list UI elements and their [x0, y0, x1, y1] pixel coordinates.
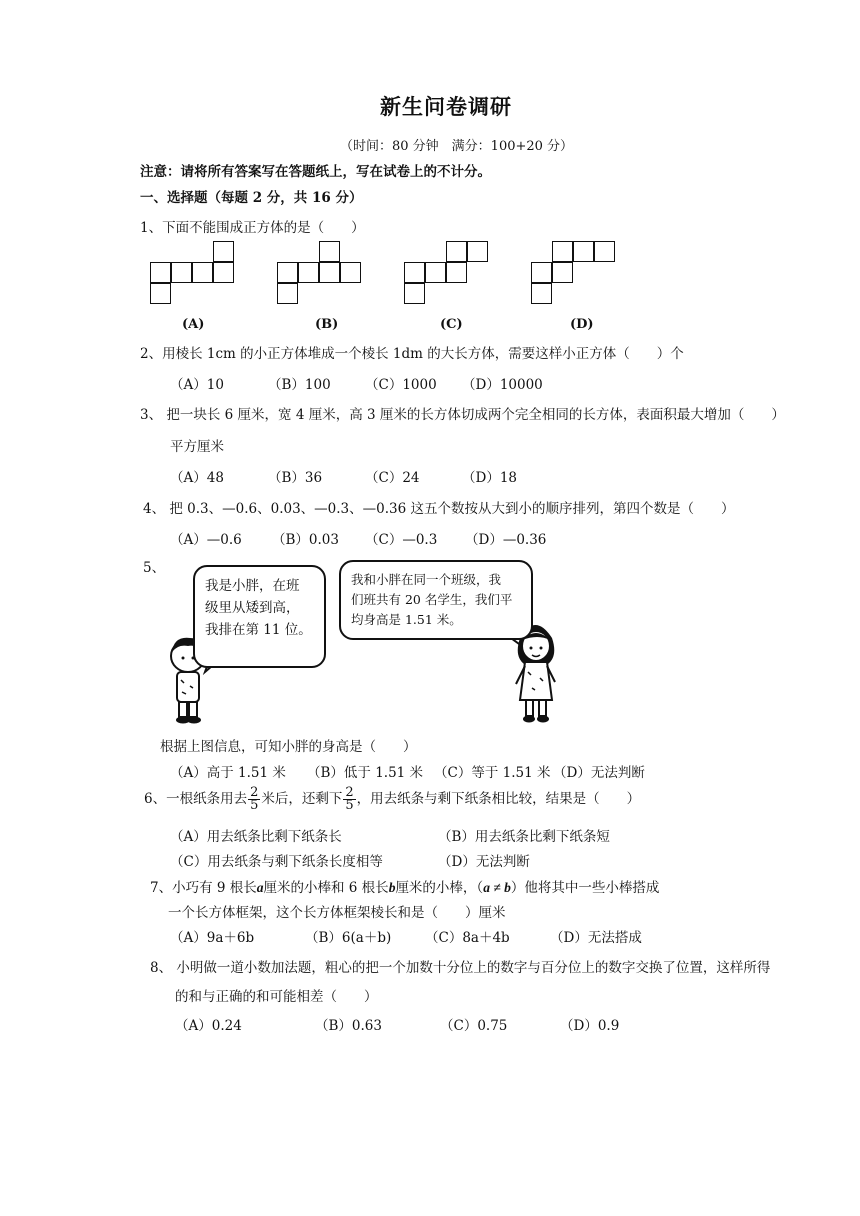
fraction-numerator: 2	[250, 785, 259, 800]
bubble-line: 均身高是 1.51 米。	[351, 612, 462, 627]
speech-bubble-boy	[193, 565, 326, 668]
question-7-stem-cont: 一个长方体框架，这个长方体框架棱长和是（ ）厘米	[168, 905, 506, 921]
question-8-stem: 8、 小明做一道小数加法题，粗心的把一个加数十分位上的数字与百分位上的数字交换了位置，这样所得	[150, 960, 771, 976]
question-8-stem-cont: 的和与正确的和可能相差（ ）	[175, 989, 378, 1005]
q7-text: 厘米的小棒和 6 根长	[263, 880, 389, 896]
q7-text: 7、小巧有 9 根长	[150, 880, 257, 896]
q4-option-c: （C）—0.3	[365, 532, 438, 548]
q6-option-d: （D）无法判断	[438, 854, 530, 870]
question-2-stem: 2、用棱长 1cm 的小正方体堆成一个棱长 1dm 的大长方体，需要这样小正方体（ ）个	[140, 346, 684, 362]
question-3-stem-cont: 平方厘米	[170, 439, 224, 455]
q8-option-c: （C）0.75	[440, 1018, 508, 1034]
q7-text: 厘米的小棒，（	[395, 880, 484, 896]
q2-option-a: （A）10	[170, 377, 224, 393]
fraction-denominator: 5	[250, 798, 259, 813]
option-label-b: (B)	[315, 317, 339, 332]
q8-option-d: （D）0.9	[560, 1018, 620, 1034]
bubble-line: 我和小胖在同一个班级，我	[351, 572, 502, 587]
q6-option-b: （B）用去纸条比剩下纸条短	[438, 829, 610, 845]
q3-option-b: （B）36	[268, 470, 323, 486]
q7-text: ）他将其中一些小棒搭成	[510, 880, 660, 896]
q7-option-a: （A）9a＋6b	[170, 930, 255, 946]
q8-option-a: （A）0.24	[175, 1018, 242, 1034]
q3-option-c: （C）24	[365, 470, 420, 486]
q7-option-c: （C）8a＋4b	[425, 930, 510, 946]
question-1-stem: 1、下面不能围成正方体的是（ ）	[140, 220, 365, 236]
fraction-denominator: 5	[345, 798, 354, 813]
bubble-line: 我是小胖，在班	[205, 578, 300, 594]
q6-text: ，用去纸条与剩下纸条相比较，结果是（ ）	[356, 791, 641, 807]
question-5-stem: 根据上图信息，可知小胖的身高是（ ）	[160, 739, 417, 755]
exam-info: （时间：80 分钟 满分：100+20 分）	[340, 139, 574, 154]
q5-option-d: （D）无法判断	[553, 765, 645, 781]
q3-option-d: （D）18	[462, 470, 518, 486]
q5-option-b: （B）低于 1.51 米	[307, 765, 424, 781]
q6-text: 米后，还剩下	[261, 791, 343, 807]
option-label-d: (D)	[570, 317, 594, 332]
notice: 注意：请将所有答案写在答题纸上，写在试卷上的不计分。	[140, 164, 491, 180]
question-4-stem: 4、 把 0.3、—0.6、0.03、—0.3、—0.36 这五个数按从大到小的顺序排列，第四个数是（ ）	[143, 501, 735, 517]
q7-option-b: （B）6(a＋b)	[305, 930, 392, 946]
q7-option-d: （D）无法搭成	[550, 930, 642, 946]
bubble-line: 级里从矮到高，	[205, 600, 300, 616]
q3-option-a: （A）48	[170, 470, 224, 486]
option-label-a: (A)	[182, 317, 205, 332]
question-5-number: 5、	[143, 560, 166, 576]
q6-option-a: （A）用去纸条比剩下纸条长	[170, 829, 342, 845]
fraction-numerator: 2	[345, 785, 354, 800]
q5-option-c: （C）等于 1.51 米	[434, 765, 551, 781]
fraction-two-fifths	[248, 787, 260, 812]
q4-option-d: （D）—0.36	[465, 532, 547, 548]
fraction-two-fifths	[343, 787, 355, 812]
q6-option-c: （C）用去纸条与剩下纸条长度相等	[170, 854, 383, 870]
q4-option-b: （B）0.03	[272, 532, 339, 548]
q2-option-b: （B）100	[268, 377, 331, 393]
q6-text: 6、一根纸条用去	[144, 791, 248, 807]
question-7-stem	[150, 876, 659, 896]
bubble-line: 我排在第 11 位。	[205, 622, 312, 638]
question-6-stem	[144, 784, 640, 814]
speech-bubble-girl	[339, 560, 533, 640]
q2-option-c: （C）1000	[365, 377, 437, 393]
variable-a: a	[256, 880, 264, 895]
question-3-stem: 3、 把一块长 6 厘米，宽 4 厘米，高 3 厘米的长方体切成两个完全相同的长方体，表面积最大增加（ ）	[140, 407, 785, 423]
inequality: a ≠ b	[483, 880, 511, 895]
q2-option-d: （D）10000	[462, 377, 543, 393]
bubble-line: 们班共有 20 名学生，我们平	[351, 592, 513, 607]
option-label-c: (C)	[440, 317, 463, 332]
q8-option-b: （B）0.63	[315, 1018, 382, 1034]
q4-option-a: （A）—0.6	[170, 532, 242, 548]
variable-b: b	[388, 880, 396, 895]
section-heading: 一、选择题（每题 2 分，共 16 分）	[140, 190, 363, 206]
q5-option-a: （A）高于 1.51 米	[170, 765, 286, 781]
page-title: 新生问卷调研	[380, 94, 512, 119]
